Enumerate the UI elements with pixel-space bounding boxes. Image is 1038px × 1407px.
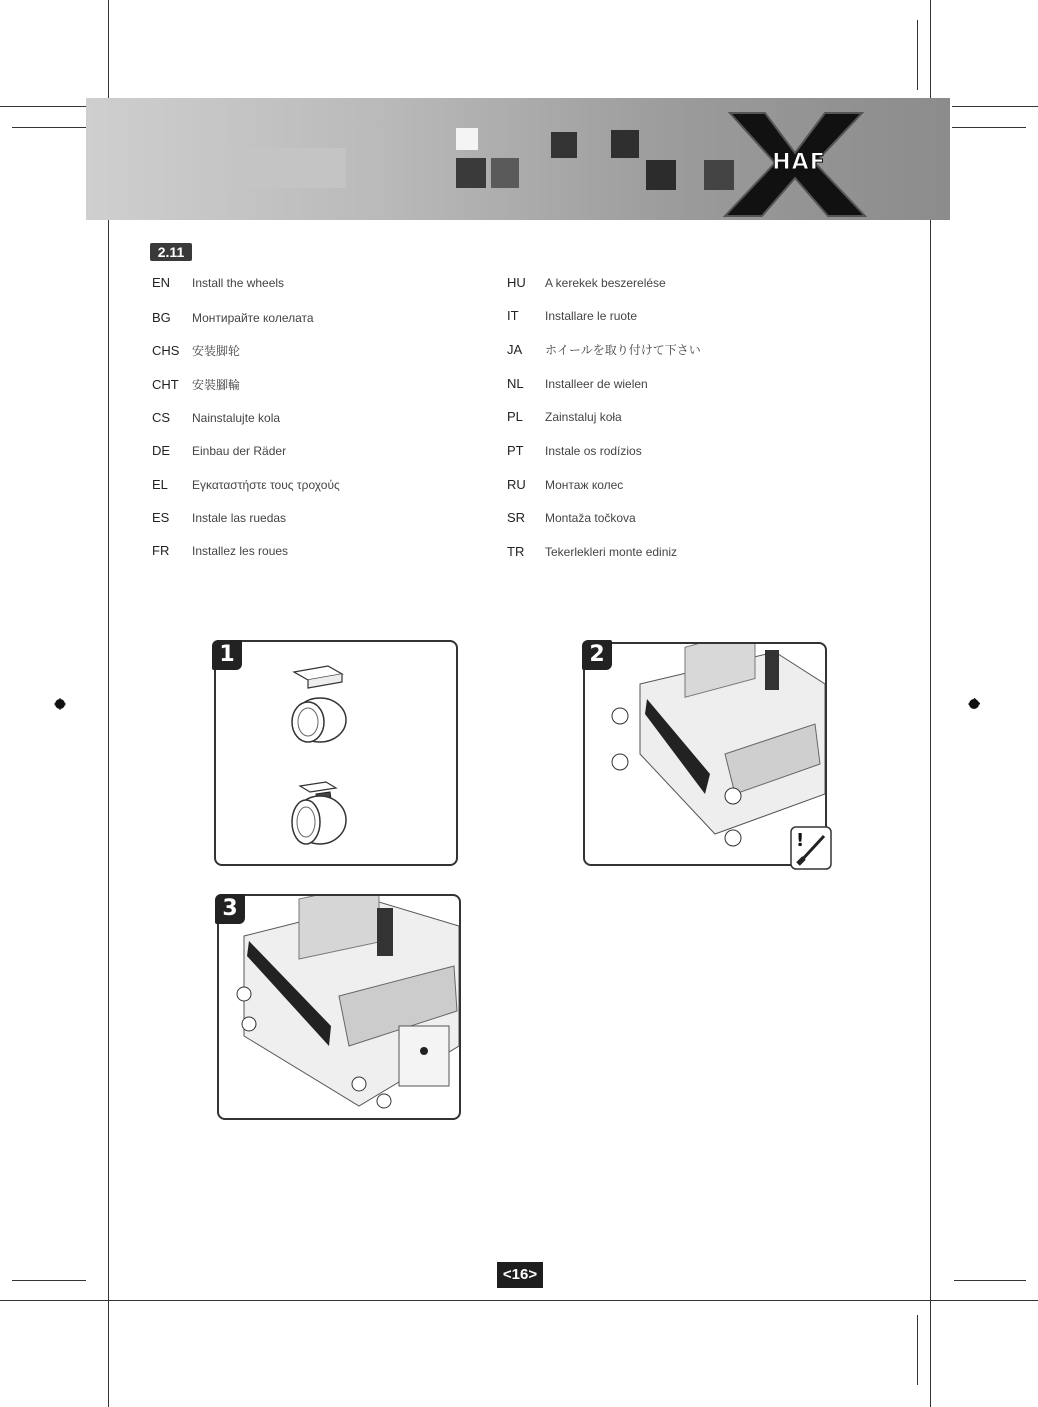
language-code: ES <box>152 510 170 525</box>
crop-mark <box>12 1280 86 1281</box>
registration-mark-icon <box>54 698 66 710</box>
instruction-text: ホイールを取り付けて下さい <box>545 343 701 357</box>
language-code: SR <box>507 510 526 525</box>
language-row <box>152 308 472 328</box>
section-number: 2.11 <box>150 243 192 261</box>
language-row <box>507 273 867 293</box>
instruction-text: 安装脚轮 <box>192 344 241 358</box>
language-row <box>152 475 472 495</box>
svg-text:!: ! <box>796 830 805 851</box>
step-number-badge: 2 <box>582 640 612 670</box>
language-code: DE <box>152 443 171 458</box>
instruction-text: Tekerlekleri monte ediniz <box>545 545 678 559</box>
language-row <box>152 441 472 461</box>
instruction-text: A kerekek beszerelése <box>545 276 666 290</box>
crop-mark <box>954 1280 1026 1281</box>
language-row <box>507 306 867 326</box>
caster-wheel-icon <box>276 772 366 852</box>
instruction-text: Install the wheels <box>192 276 285 290</box>
crop-mark <box>952 127 1026 128</box>
step-number-badge: 1 <box>212 640 242 670</box>
page-number: <16> <box>497 1262 543 1288</box>
instruction-text: Montaža točkova <box>545 511 636 525</box>
instruction-text: Installare le ruote <box>545 309 638 323</box>
language-row <box>152 273 472 293</box>
language-code: RU <box>507 477 526 492</box>
instruction-text: 安裝腳輪 <box>192 378 241 392</box>
language-row <box>152 375 472 395</box>
crop-mark <box>0 106 86 107</box>
language-code: EN <box>152 275 171 290</box>
language-code: PT <box>507 443 524 458</box>
crop-mark <box>930 1300 1038 1301</box>
step-3-panel <box>217 894 461 1120</box>
instruction-text: Εγκαταστήστε τους τροχούς <box>192 478 340 492</box>
instruction-text: Монтирайте колелата <box>192 311 314 325</box>
screwdriver-warning-icon <box>790 826 832 870</box>
language-code: NL <box>507 376 524 391</box>
crop-mark <box>952 106 1038 107</box>
case-wheels-installed-illustration <box>219 896 459 1118</box>
language-row <box>507 407 867 427</box>
language-row <box>152 408 472 428</box>
language-row <box>507 508 867 528</box>
instruction-text: Nainstalujte kola <box>192 411 281 425</box>
instruction-text: Einbau der Räder <box>192 444 287 458</box>
language-row <box>507 542 867 562</box>
instruction-text: Instale las ruedas <box>192 511 287 525</box>
language-code: EL <box>152 477 168 492</box>
logo-text: HAF <box>772 150 826 175</box>
instruction-text: Instale os rodízios <box>545 444 642 458</box>
language-code: FR <box>152 543 170 558</box>
crop-mark <box>108 1300 930 1301</box>
crop-mark <box>0 1300 108 1301</box>
instruction-text: Zainstaluj koła <box>545 410 622 424</box>
language-code: PL <box>507 409 523 424</box>
instruction-text: Монтаж колес <box>545 478 624 492</box>
language-row <box>507 475 867 495</box>
language-code: TR <box>507 544 525 559</box>
step-1-panel <box>214 640 458 866</box>
step-number-badge: 3 <box>215 894 245 924</box>
crop-mark <box>917 20 918 90</box>
caster-wheel-icon <box>276 660 366 750</box>
language-code: IT <box>507 308 519 323</box>
language-row <box>152 508 472 528</box>
crop-mark <box>12 127 86 128</box>
language-row <box>507 340 867 360</box>
language-code: JA <box>507 342 523 357</box>
language-row <box>507 441 867 461</box>
instruction-text: Installez les roues <box>192 544 289 558</box>
language-code: BG <box>152 310 171 325</box>
case-underside-illustration <box>585 644 825 864</box>
language-code: CS <box>152 410 171 425</box>
registration-mark-icon <box>968 698 980 710</box>
language-row <box>152 341 472 361</box>
language-code: CHS <box>152 343 180 358</box>
language-row <box>152 541 472 561</box>
crop-mark <box>917 1315 918 1385</box>
language-row <box>507 374 867 394</box>
language-code: CHT <box>152 377 179 392</box>
language-code: HU <box>507 275 526 290</box>
instruction-text: Installeer de wielen <box>545 377 648 391</box>
